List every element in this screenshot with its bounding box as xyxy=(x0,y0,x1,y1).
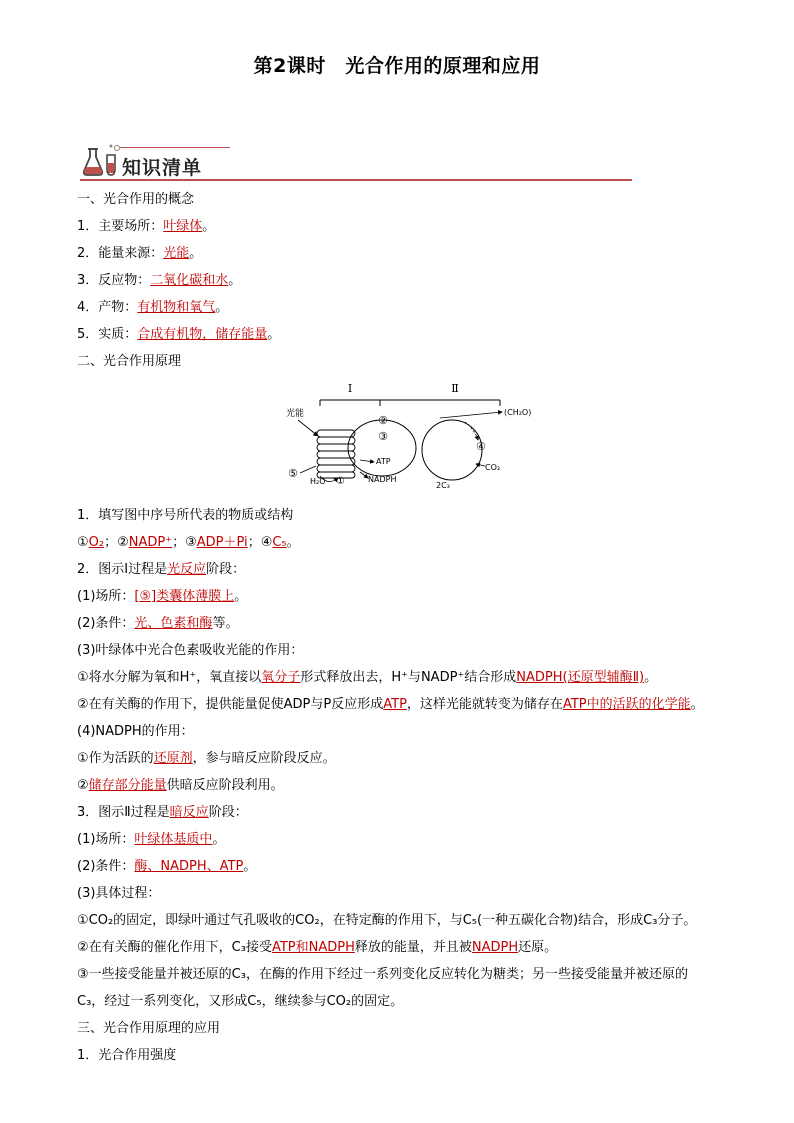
text-line xyxy=(77,939,557,957)
photosynthesis-diagram xyxy=(280,378,570,493)
body-text: C₃，经过一系列变化，又形成C₅，继续参与CO₂的固定。 xyxy=(77,994,404,1009)
answer-text: ATP中的活跃的化学能 xyxy=(562,697,691,712)
body-text: ③一些接受能量并被还原的C₃，在酶的作用下经过一系列变化反应转化为糖类；另一些接受能量并被还原的 xyxy=(77,967,688,982)
body-text: 3．反应物： xyxy=(77,273,151,288)
body-text: 。 xyxy=(644,670,658,685)
body-text: ①CO₂的固定，即绿叶通过气孔吸收的CO₂，在特定酶的作用下，与C₅(一种五碳化合物)结合，形成C₃分子。 xyxy=(77,913,697,928)
flask-icon xyxy=(82,143,122,177)
body-text: 。 xyxy=(215,300,229,315)
body-text: 。 xyxy=(202,219,216,234)
text-line xyxy=(77,750,336,768)
body-text: 阶段： xyxy=(208,805,248,820)
body-text: ②在有关酶的作用下，提供能量促使ADP与P反应形成 xyxy=(77,697,384,712)
body-text: 。 xyxy=(212,832,226,847)
body-text: (1)场所： xyxy=(77,832,135,847)
label-3: ③ xyxy=(378,430,388,443)
answer-text: NADPH(还原型辅酶Ⅱ) xyxy=(516,670,645,685)
text-line xyxy=(77,615,238,633)
answer-text: 有机物和氧气 xyxy=(137,300,216,315)
text-line xyxy=(77,299,228,317)
body-text: 释放的能量，并且被 xyxy=(354,940,472,955)
body-text: 供暗反应阶段利用。 xyxy=(166,778,284,793)
body-text: (3)叶绿体中光合色素吸收光能的作用： xyxy=(77,643,304,658)
text-line xyxy=(77,1047,176,1065)
body-text: 阶段： xyxy=(206,562,246,577)
answer-text: NADP⁺ xyxy=(128,535,173,550)
answer-text: 光能 xyxy=(163,246,190,261)
answer-text: 储存部分能量 xyxy=(88,778,167,793)
body-text: 2．能量来源： xyxy=(77,246,164,261)
body-text: ，参与暗反应阶段反应。 xyxy=(192,751,336,766)
answer-text: 光、色素和酶 xyxy=(134,616,213,631)
answer-text: 叶绿体 xyxy=(163,219,203,234)
body-text: 三、光合作用原理的应用 xyxy=(77,1021,221,1036)
text-line xyxy=(77,831,225,849)
body-text: 。 xyxy=(286,535,300,550)
body-text: (2)条件： xyxy=(77,859,135,874)
label-stage-II: Ⅱ xyxy=(451,382,459,395)
header-bottom-rule xyxy=(80,179,632,181)
text-line xyxy=(77,272,241,290)
text-line xyxy=(77,777,284,795)
answer-text: ADP＋Pi xyxy=(196,535,248,550)
body-text: 二、光合作用原理 xyxy=(77,354,182,369)
label-atp: ATP xyxy=(376,457,391,466)
body-text: (3)具体过程： xyxy=(77,886,161,901)
body-text: 4．产物： xyxy=(77,300,138,315)
body-text: (1)场所： xyxy=(77,589,135,604)
answer-text: 光反应 xyxy=(167,562,207,577)
text-line xyxy=(77,507,293,525)
page-title: 第2课时 光合作用的原理和应用 xyxy=(253,55,541,77)
label-nadph: NADPH xyxy=(368,475,397,484)
text-line xyxy=(77,534,300,552)
text-line xyxy=(77,858,256,876)
answer-text: 暗反应 xyxy=(169,805,209,820)
body-text: ；④ xyxy=(247,535,273,550)
body-text: 。 xyxy=(267,327,281,342)
body-text: 2．图示Ⅰ过程是 xyxy=(77,562,168,577)
body-text: ；③ xyxy=(172,535,197,550)
answer-text: NADPH xyxy=(471,940,519,955)
answer-text: 酶、NADPH、ATP xyxy=(134,859,244,874)
body-text: (4)NADPH的作用： xyxy=(77,724,194,739)
answer-text: C₅ xyxy=(272,535,287,550)
body-text: ②在有关酶的催化作用下，C₃接受 xyxy=(77,940,272,955)
answer-text: 叶绿体基质中 xyxy=(134,832,213,847)
thylakoid-stack xyxy=(317,430,355,478)
body-text: 。 xyxy=(189,246,203,261)
text-line xyxy=(77,218,215,236)
body-text: ② xyxy=(77,778,89,793)
body-text: ；② xyxy=(104,535,129,550)
label-stage-I: Ⅰ xyxy=(347,382,353,395)
text-line xyxy=(77,669,657,687)
text-line xyxy=(77,191,194,209)
text-line xyxy=(77,561,245,579)
header-top-rule xyxy=(120,147,230,148)
body-text: 1．填写图中序号所代表的物质或结构 xyxy=(77,508,294,523)
label-light-energy: 光能 xyxy=(286,409,305,419)
body-text: (2)条件： xyxy=(77,616,135,631)
section-header xyxy=(80,141,632,183)
body-text: 。 xyxy=(228,273,242,288)
label-h2o: H₂O xyxy=(310,477,326,486)
label-1: ① xyxy=(336,476,345,487)
label-2: ② xyxy=(378,414,388,427)
text-line xyxy=(77,245,202,263)
body-text: ① xyxy=(77,535,89,550)
text-line xyxy=(77,885,160,903)
text-line xyxy=(77,804,248,822)
answer-text: O₂ xyxy=(88,535,105,550)
label-5: ⑤ xyxy=(288,467,298,480)
body-text: 。 xyxy=(234,589,248,604)
body-text: ，这样光能就转变为储存在 xyxy=(406,697,563,712)
label-2c3: 2C₃ xyxy=(436,481,450,490)
text-line xyxy=(77,723,194,741)
answer-text: 合成有机物，储存能量 xyxy=(137,327,268,342)
body-text: 一、光合作用的概念 xyxy=(77,192,195,207)
answer-text: ATP xyxy=(383,697,407,712)
body-text: 还原。 xyxy=(518,940,558,955)
label-co2: CO₂ xyxy=(485,463,501,472)
text-line xyxy=(77,353,181,371)
body-text: 。 xyxy=(690,697,704,712)
text-line xyxy=(77,696,704,714)
answer-text: 氧分子 xyxy=(261,670,301,685)
body-text: ①作为活跃的 xyxy=(77,751,154,766)
text-line xyxy=(77,1020,220,1038)
text-line xyxy=(77,993,403,1011)
body-text: 形式释放出去，H⁺与NADP⁺结合形成 xyxy=(300,670,517,685)
text-line xyxy=(77,642,303,660)
text-line xyxy=(77,966,688,984)
body-text: 。 xyxy=(243,859,257,874)
answer-text: [⑤]类囊体薄膜上 xyxy=(134,589,235,604)
label-ch2o: (CH₂O) xyxy=(504,408,532,417)
section-label: 知识清单 xyxy=(122,157,203,179)
text-line xyxy=(77,326,280,344)
body-text: 5．实质： xyxy=(77,327,138,342)
text-line xyxy=(77,588,247,606)
answer-text: 还原剂 xyxy=(153,751,193,766)
answer-text: 二氧化碳和水 xyxy=(150,273,229,288)
body-text: 3．图示Ⅱ过程是 xyxy=(77,805,170,820)
body-text: ①将水分解为氧和H⁺，氧直接以 xyxy=(77,670,262,685)
body-text: 1．主要场所： xyxy=(77,219,164,234)
text-line xyxy=(77,912,696,930)
body-text: 等。 xyxy=(212,616,239,631)
body-text: 1．光合作用强度 xyxy=(77,1048,177,1063)
answer-text: ATP和NADPH xyxy=(271,940,355,955)
label-4: ④ xyxy=(476,440,486,453)
